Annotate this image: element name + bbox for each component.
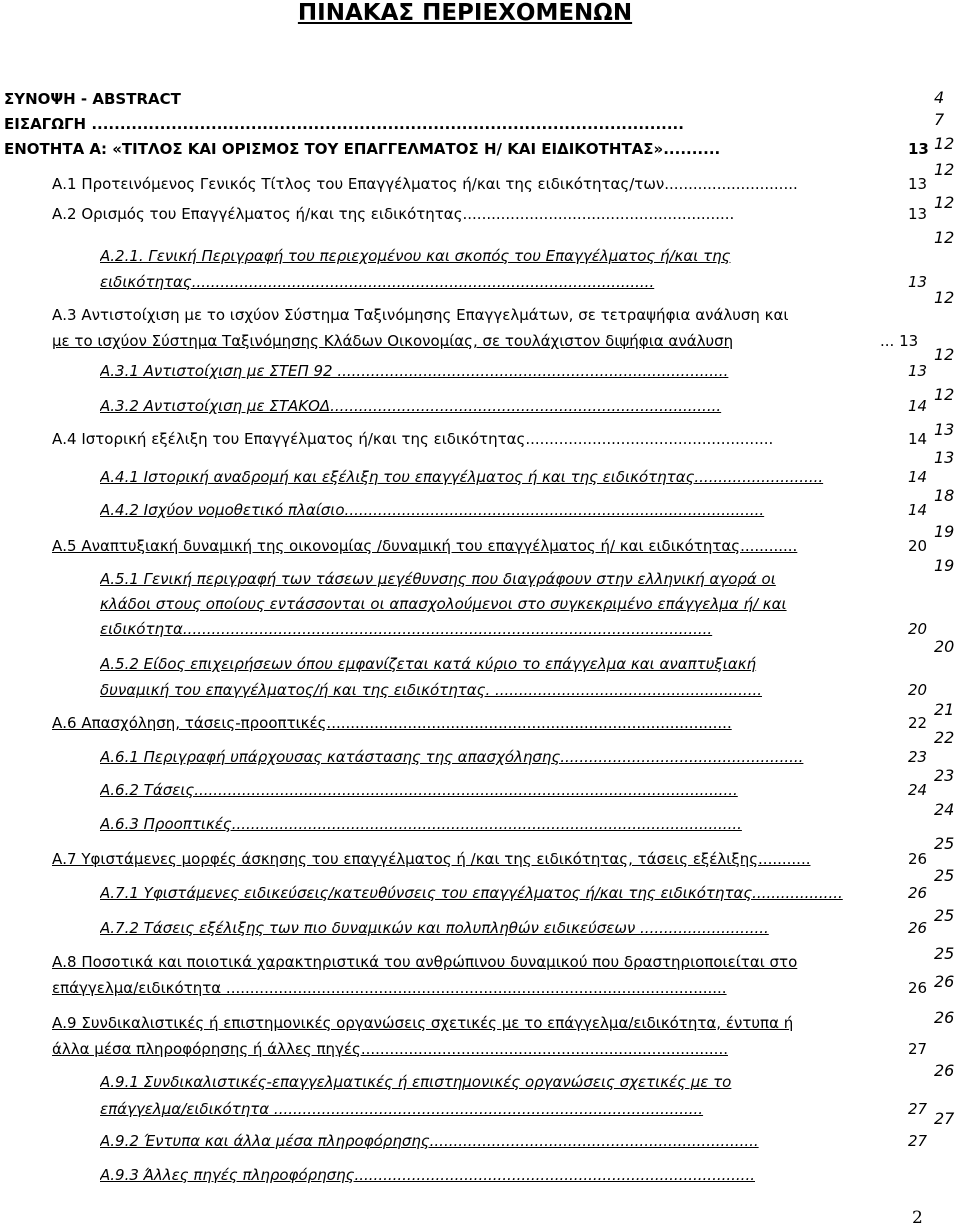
- right-number: 25: [934, 866, 955, 885]
- toc-page-number: 26: [908, 919, 928, 937]
- toc-entry[interactable]: Α.7.2 Τάσεις εξέλιξης των πιο δυναμικών και πολυπληθών ειδικεύσεων ...........................: [100, 919, 769, 937]
- toc-entry[interactable]: Α.9.1 Συνδικαλιστικές-επαγγελματικές ή επιστημονικές οργανώσεις σχετικές με το: [100, 1073, 732, 1091]
- right-number: 12: [934, 193, 955, 212]
- toc-entry[interactable]: Α.6 Απασχόληση, τάσεις-προοπτικές.....................................................................................: [52, 714, 732, 732]
- toc-page-number: 13: [908, 140, 929, 158]
- toc-entry[interactable]: Α.1 Προτεινόμενος Γενικός Τίτλος του Επαγγέλματος ή/και της ειδικότητας/των............................: [52, 175, 798, 193]
- toc-entry[interactable]: με το ισχύον Σύστημα Ταξινόμησης Κλάδων Οικονομίας, σε τουλάχιστον διψήφια ανάλυση: [52, 332, 734, 350]
- toc-entry[interactable]: Α.7.1 Υφιστάμενες ειδικεύσεις/κατευθύνσεις του επαγγέλματος ή/και της ειδικότητας...................: [100, 884, 843, 902]
- toc-page-number: 14: [908, 430, 928, 448]
- toc-entry[interactable]: Α.4.1 Ιστορική αναδρομή και εξέλιξη του επαγγέλματος ή και της ειδικότητας...........................: [100, 468, 824, 486]
- right-number: 12: [934, 160, 955, 179]
- right-number: 26: [934, 1008, 955, 1027]
- toc-page-number: 27: [908, 1040, 928, 1058]
- toc-page-number: 13: [908, 273, 928, 291]
- toc-entry[interactable]: Α.6.3 Προοπτικές...........................................................................................................: [100, 815, 742, 833]
- toc-entry[interactable]: ΣΥΝΟΨΗ - ABSTRACT: [4, 90, 181, 108]
- right-number: 26: [934, 1061, 955, 1080]
- toc-entry[interactable]: Α.5.1 Γενική περιγραφή των τάσεων μεγέθυνσης που διαγράφουν στην ελληνική αγορά οι: [100, 570, 776, 588]
- right-number: 20: [934, 637, 955, 656]
- right-number: 12: [934, 228, 955, 247]
- toc-page-number: 26: [908, 979, 928, 997]
- toc-entry[interactable]: Α.3.2 Αντιστοίχιση με ΣΤΑΚΟΔ..................................................................................: [100, 397, 722, 415]
- toc-page-number: ... 13: [880, 332, 919, 350]
- right-number: 24: [934, 800, 955, 819]
- toc-entry[interactable]: Α.9.3 Άλλες πηγές πληροφόρησης....................................................................................: [100, 1166, 755, 1184]
- toc-entry[interactable]: ειδικότητα...............................................................................................................: [100, 620, 713, 638]
- toc-entry[interactable]: Α.9.2 Έντυπα και άλλα μέσα πληροφόρησης.....................................................................: [100, 1132, 759, 1150]
- toc-entry[interactable]: δυναμική του επαγγέλματος/ή και της ειδικότητας. ........................................................: [100, 681, 762, 699]
- right-number: 12: [934, 345, 955, 364]
- right-number: 25: [934, 906, 955, 925]
- toc-entry[interactable]: ΕΙΣΑΓΩΓΗ ........................................................................................................: [4, 115, 684, 133]
- toc-page-number: 26: [908, 850, 928, 868]
- toc-entry[interactable]: Α.6.2 Τάσεις..................................................................................................................: [100, 781, 738, 799]
- toc-entry[interactable]: ειδικότητας.................................................................................................: [100, 273, 655, 291]
- page-number: 2: [912, 1208, 923, 1228]
- right-number: 19: [934, 522, 955, 541]
- right-number: 26: [934, 972, 955, 991]
- toc-page-number: 14: [908, 501, 928, 519]
- toc-page-number: 27: [908, 1100, 928, 1118]
- right-number: 18: [934, 486, 955, 505]
- right-number: 25: [934, 834, 955, 853]
- toc-page-number: 24: [908, 781, 928, 799]
- toc-entry[interactable]: επάγγελμα/ειδικότητα ..........................................................................................: [100, 1100, 704, 1118]
- right-number: 22: [934, 728, 955, 747]
- toc-entry[interactable]: άλλα μέσα πληροφόρησης ή άλλες πηγές.............................................................................: [52, 1040, 728, 1058]
- right-number: 21: [934, 700, 955, 719]
- right-number: 27: [934, 1109, 955, 1128]
- toc-page-number: 14: [908, 468, 928, 486]
- toc-page-number: 13: [908, 205, 928, 223]
- right-number: 23: [934, 766, 955, 785]
- toc-page-number: 22: [908, 714, 928, 732]
- toc-entry[interactable]: ΕΝΟΤΗΤΑ Α: «ΤΙΤΛΟΣ ΚΑΙ ΟΡΙΣΜΟΣ ΤΟΥ ΕΠΑΓΓΕΛΜΑΤΟΣ Η/ ΚΑΙ ΕΙΔΙΚΟΤΗΤΑΣ»..........: [4, 140, 721, 158]
- toc-entry[interactable]: Α.2.1. Γενική Περιγραφή του περιεχομένου και σκοπός του Επαγγέλματος ή/και της: [100, 247, 731, 265]
- toc-entry[interactable]: Α.2 Ορισμός του Επαγγέλματος ή/και της ειδικότητας.........................................................: [52, 205, 735, 223]
- toc-entry[interactable]: Α.5 Αναπτυξιακή δυναμική της οικονομίας /δυναμική του επαγγέλματος ή/ και ειδικότητας............: [52, 537, 798, 555]
- page-title: ΠΙΝΑΚΑΣ ΠΕΡΙΕΧΟΜΕΝΩΝ: [297, 0, 633, 26]
- toc-entry[interactable]: Α.9 Συνδικαλιστικές ή επιστημονικές οργανώσεις σχετικές με το επάγγελμα/ειδικότητα, έντυπα ή: [52, 1014, 794, 1032]
- right-number: 13: [934, 448, 955, 467]
- right-number: 12: [934, 288, 955, 307]
- toc-entry[interactable]: Α.3 Αντιστοίχιση με το ισχύον Σύστημα Ταξινόμησης Επαγγελμάτων, σε τετραψήφια ανάλυση και: [52, 306, 789, 324]
- right-number: 7: [934, 110, 945, 129]
- toc-page-number: 14: [908, 397, 928, 415]
- toc-entry[interactable]: Α.4 Ιστορική εξέλιξη του Επαγγέλματος ή/και της ειδικότητας....................................................: [52, 430, 774, 448]
- right-number: 13: [934, 420, 955, 439]
- toc-entry[interactable]: επάγγελμα/ειδικότητα .........................................................................................................: [52, 979, 727, 997]
- toc-entry[interactable]: Α.5.2 Είδος επιχειρήσεων όπου εμφανίζεται κατά κύριο το επάγγελμα και αναπτυξιακή: [100, 655, 757, 673]
- toc-entry[interactable]: Α.6.1 Περιγραφή υπάρχουσας κατάστασης της απασχόλησης...................................................: [100, 748, 804, 766]
- toc-page-number: 23: [908, 748, 928, 766]
- right-number: 12: [934, 134, 955, 153]
- right-number: 4: [934, 88, 945, 107]
- toc-entry[interactable]: Α.4.2 Ισχύον νομοθετικό πλαίσιο........................................................................................: [100, 501, 765, 519]
- toc-page-number: 20: [908, 537, 928, 555]
- toc-entry[interactable]: Α.7 Υφιστάμενες μορφές άσκησης του επαγγέλματος ή /και της ειδικότητας, τάσεις εξέλιξης...........: [52, 850, 811, 868]
- right-number: 25: [934, 944, 955, 963]
- toc-page-number: 20: [908, 620, 928, 638]
- toc-page-number: 13: [908, 362, 928, 380]
- toc-entry[interactable]: Α.3.1 Αντιστοίχιση με ΣΤΕΠ 92 ..................................................................................: [100, 362, 729, 380]
- toc-entry[interactable]: κλάδοι στους οποίους εντάσσονται οι απασχολούμενοι στο συγκεκριμένο επάγγελμα ή/ και: [100, 595, 787, 613]
- toc-page-number: 27: [908, 1132, 928, 1150]
- toc-page-number: 13: [908, 175, 928, 193]
- toc-page-number: 20: [908, 681, 928, 699]
- right-number: 12: [934, 385, 955, 404]
- right-number: 19: [934, 556, 955, 575]
- toc-page-number: 26: [908, 884, 928, 902]
- toc-entry[interactable]: Α.8 Ποσοτικά και ποιοτικά χαρακτηριστικά του ανθρώπινου δυναμικού που δραστηριοποιείται στο: [52, 953, 798, 971]
